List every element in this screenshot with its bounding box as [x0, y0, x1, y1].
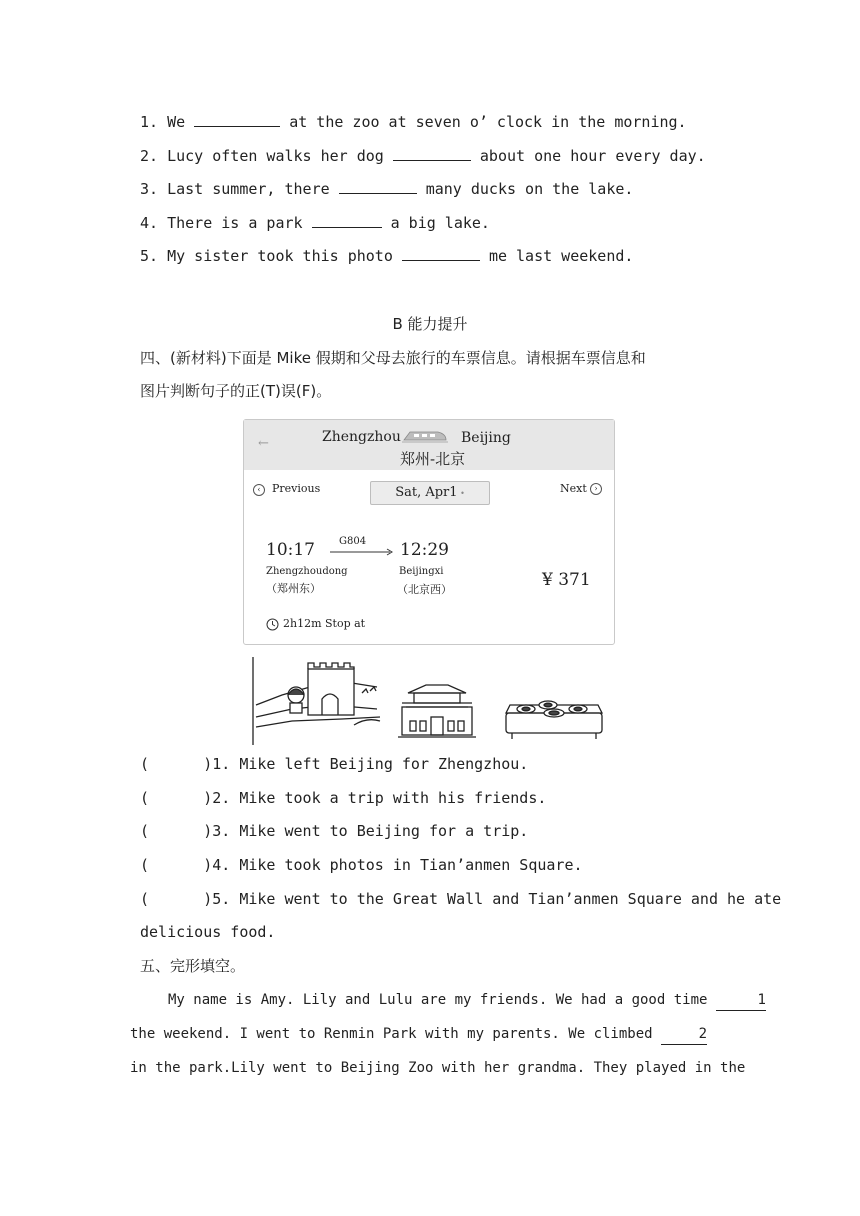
fill-item-5: 5. My sister took this photo me last weekend.	[140, 247, 634, 265]
chevron-right-icon[interactable]: ›	[590, 483, 602, 495]
cloze-blank-1[interactable]: 1	[716, 990, 766, 1011]
arrive-station: Beijingxi	[399, 566, 444, 577]
pictures-row	[252, 655, 612, 750]
depart-time: 10:17	[266, 540, 315, 560]
chevron-left-icon[interactable]: ‹	[253, 484, 265, 496]
tf-item-5: ( )5. Mike went to the Great Wall and Tian’anmen Square and he ate	[140, 890, 782, 908]
previous-button[interactable]: Previous	[272, 482, 321, 495]
cloze-line-1: My name is Amy. Lily and Lulu are my friends. We had a good time 1	[168, 990, 766, 1011]
depart-station-cn: （郑州东）	[266, 582, 321, 595]
answer-parens[interactable]: ( )	[140, 789, 213, 807]
fill-item-1: 1. We at the zoo at seven o’ clock in the morning.	[140, 113, 687, 131]
stop-at-link[interactable]: Stop at	[325, 617, 366, 630]
answer-blank[interactable]	[194, 112, 280, 127]
back-arrow-icon[interactable]: ←	[258, 436, 269, 451]
answer-blank[interactable]	[402, 246, 480, 261]
section-4-instruction-line2: 图片判断句子的正(T)误(F)。	[140, 382, 332, 400]
train-icon	[402, 426, 448, 446]
fill-item-4: 4. There is a park a big lake.	[140, 214, 490, 232]
ticket-to: Beijing	[461, 430, 511, 446]
section-4-instruction-line1: 四、(新材料)下面是 Mike 假期和父母去旅行的车票信息。请根据车票信息和	[140, 349, 646, 367]
tf-item-1: ( )1. Mike left Beijing for Zhengzhou.	[140, 755, 529, 773]
tf-item-3: ( )3. Mike went to Beijing for a trip.	[140, 822, 529, 840]
next-button[interactable]: Next	[560, 482, 587, 495]
ticket-price: ¥ 371	[542, 570, 591, 590]
train-ticket	[243, 419, 615, 645]
fill-item-2: 2. Lucy often walks her dog about one hour every day.	[140, 147, 706, 165]
great-wall-picture	[253, 657, 380, 745]
dropdown-dot-icon: •	[457, 489, 465, 498]
answer-blank[interactable]	[339, 179, 417, 194]
food-table-picture	[506, 701, 602, 739]
clock-icon	[266, 618, 279, 631]
tiananmen-picture	[398, 685, 476, 737]
answer-parens[interactable]: ( )	[140, 755, 213, 773]
tf-item-4: ( )4. Mike took photos in Tian’anmen Square.	[140, 856, 583, 874]
section-5-title: 五、完形填空。	[140, 957, 246, 975]
answer-blank[interactable]	[312, 213, 382, 228]
cloze-line-2: the weekend. I went to Renmin Park with my parents. We climbed 2	[130, 1024, 707, 1045]
section-b-title: B 能力提升	[392, 315, 468, 333]
tf-item-5-continued: delicious food.	[140, 923, 276, 941]
answer-parens[interactable]: ( )	[140, 822, 213, 840]
ticket-header	[244, 420, 614, 470]
cloze-line-3: in the park.Lily went to Beijing Zoo with her grandma. They played in the	[130, 1060, 746, 1076]
answer-parens[interactable]: ( )	[140, 890, 213, 908]
answer-parens[interactable]: ( )	[140, 856, 213, 874]
ticket-route-cn: 郑州-北京	[400, 450, 466, 468]
arrive-time: 12:29	[400, 540, 449, 560]
arrive-station-cn: （北京西）	[397, 583, 452, 596]
cloze-blank-2[interactable]: 2	[661, 1024, 707, 1045]
date-selector[interactable]	[370, 481, 490, 505]
arrow-right-icon	[330, 548, 394, 556]
train-number: G804	[339, 536, 367, 547]
date-label: Sat, Apr1	[395, 485, 458, 500]
depart-station: Zhengzhoudong	[266, 566, 348, 577]
fill-item-3: 3. Last summer, there many ducks on the lake.	[140, 180, 634, 198]
tf-item-2: ( )2. Mike took a trip with his friends.	[140, 789, 547, 807]
ticket-from: Zhengzhou	[322, 429, 401, 445]
answer-blank[interactable]	[393, 146, 471, 161]
trip-duration: 2h12m	[283, 617, 322, 630]
